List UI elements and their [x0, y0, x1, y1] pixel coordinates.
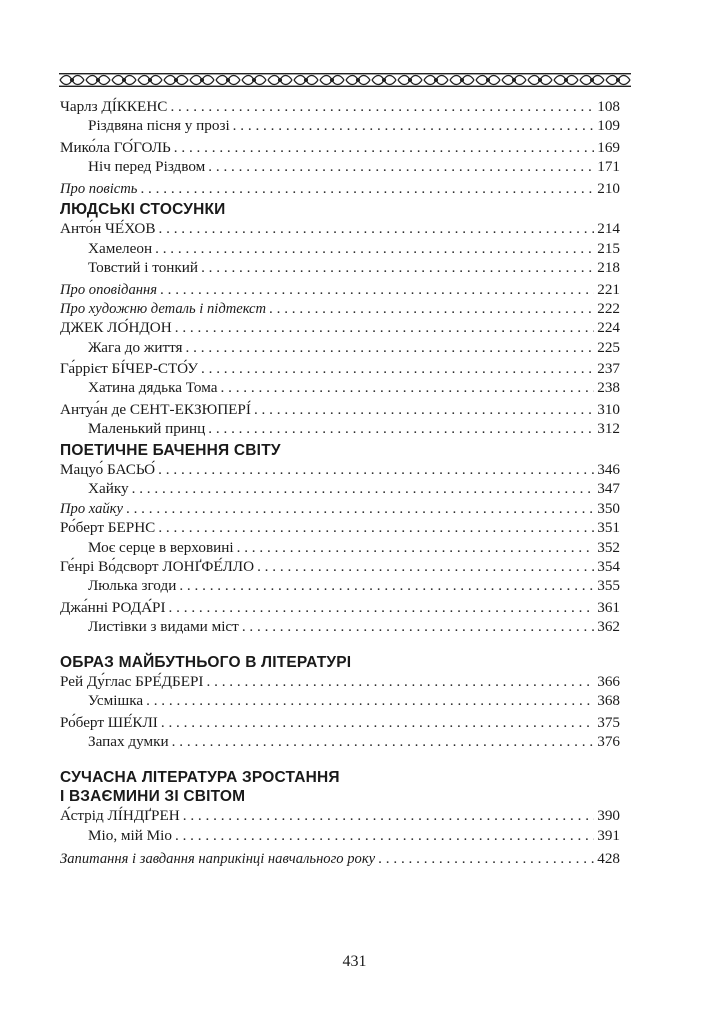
entry-title: А́стрід ЛІ́НДҐРЕН — [60, 807, 180, 825]
dot-leader — [174, 138, 594, 157]
section-heading: ЛЮДСЬКІ СТОСУНКИ — [60, 200, 226, 218]
dot-leader — [208, 419, 594, 438]
decorative-ornament-border — [59, 72, 631, 88]
dot-leader — [170, 97, 594, 116]
entry-page-number: 312 — [597, 420, 620, 438]
ornament-dot — [513, 79, 516, 82]
toc-author-entry[interactable] — [60, 557, 620, 576]
entry-page-number: 237 — [597, 360, 620, 378]
toc-author-entry[interactable] — [60, 97, 620, 116]
ornament-dot — [201, 79, 204, 82]
toc-work-entry[interactable] — [60, 732, 620, 751]
entry-title: Анто́н ЧЕ́ХОВ — [60, 220, 156, 238]
entry-page-number: 428 — [597, 850, 620, 868]
ornament-dot — [227, 79, 230, 82]
toc-work-entry[interactable] — [60, 691, 620, 710]
ornament-dot — [71, 79, 74, 82]
toc-work-entry[interactable] — [60, 116, 620, 135]
toc-work-entry[interactable] — [60, 576, 620, 595]
entry-page-number: 238 — [597, 379, 620, 397]
dot-leader — [378, 849, 594, 868]
dot-leader — [237, 538, 595, 557]
toc-theory-entry[interactable] — [60, 179, 620, 198]
entry-page-number: 391 — [597, 826, 620, 844]
entry-page-number: 375 — [597, 713, 620, 731]
entry-page-number: 354 — [597, 558, 620, 576]
ornament-dot — [123, 79, 126, 82]
entry-page-number: 222 — [597, 299, 620, 317]
dot-leader — [186, 338, 595, 357]
toc-author-entry[interactable] — [60, 518, 620, 537]
entry-title: Про хайку — [60, 500, 123, 517]
dot-leader — [155, 239, 594, 258]
toc-work-entry[interactable] — [60, 338, 620, 357]
entry-title: Маленький принц — [88, 420, 206, 438]
entry-page-number: 171 — [597, 158, 620, 176]
entry-page-number: 214 — [597, 220, 620, 238]
ornament-dot — [565, 79, 568, 82]
dot-leader — [160, 280, 594, 299]
entry-title: Усмішка — [88, 692, 144, 710]
entry-title: Га́ррієт БІ́ЧЕР-СТО́У — [60, 360, 199, 378]
ornament-dot — [175, 79, 178, 82]
toc-work-entry[interactable] — [60, 826, 620, 845]
entry-page-number: 215 — [597, 239, 620, 257]
toc-theory-entry[interactable] — [60, 280, 620, 299]
entry-title: Хамелеон — [88, 239, 153, 257]
toc-author-entry[interactable] — [60, 806, 620, 825]
toc-work-entry[interactable] — [60, 239, 620, 258]
dot-leader — [183, 806, 595, 825]
toc-work-entry[interactable] — [60, 157, 620, 176]
section-heading: ПОЕТИЧНЕ БАЧЕННЯ СВІТУ — [60, 441, 281, 459]
toc-author-entry[interactable] — [60, 598, 620, 617]
toc-work-entry[interactable] — [60, 617, 620, 636]
ornament-dot — [591, 79, 594, 82]
entry-page-number: 169 — [597, 138, 620, 156]
dot-leader — [175, 318, 595, 337]
toc-work-entry[interactable] — [60, 419, 620, 438]
dot-leader — [269, 299, 594, 318]
entry-page-number: 108 — [597, 98, 620, 115]
ornament-dot — [253, 79, 256, 82]
entry-title: Ге́нрі Во́дсворт ЛОНҐФЕ́ЛЛО — [60, 558, 255, 576]
dot-leader — [208, 157, 594, 176]
entry-title: Міо, мій Міо — [88, 826, 172, 844]
entry-page-number: 355 — [597, 577, 620, 595]
ornament-dot — [331, 79, 334, 82]
toc-author-entry[interactable] — [60, 460, 620, 479]
dot-leader — [126, 499, 594, 518]
dot-leader — [257, 557, 594, 576]
dot-leader — [207, 672, 595, 691]
entry-page-number: 347 — [597, 480, 620, 498]
entry-page-number: 390 — [597, 807, 620, 825]
entry-page-number: 210 — [597, 179, 620, 197]
entry-title: Мико́ла ГО́ГОЛЬ — [60, 138, 171, 156]
entry-title: Про оповідання — [60, 281, 158, 298]
section-heading: І ВЗАЄМИНИ ЗІ СВІТОМ — [60, 787, 246, 805]
section-heading: СУЧАСНА ЛІТЕРАТУРА ЗРОСТАННЯ — [60, 768, 340, 786]
entry-title: Товстий і тонкий — [88, 259, 199, 277]
entry-title: Моє серце в верховині — [88, 538, 234, 556]
dot-leader — [169, 598, 595, 617]
entry-title: Жага до життя — [88, 338, 183, 356]
toc-theory-entry[interactable] — [60, 499, 620, 518]
entry-page-number: 368 — [597, 692, 620, 710]
dot-leader — [175, 826, 594, 845]
entry-title: Ро́берт ШЕ́КЛІ — [60, 713, 158, 731]
dot-leader — [146, 691, 594, 710]
section-heading: ОБРАЗ МАЙБУТНЬОГО В ЛІТЕРАТУРІ — [60, 653, 352, 671]
dot-leader — [179, 576, 594, 595]
dot-leader — [201, 258, 594, 277]
ornament-dot — [539, 79, 542, 82]
toc-work-entry[interactable] — [60, 378, 620, 397]
entry-title: ДЖЕК ЛО́НДОН — [60, 319, 172, 337]
toc-work-entry[interactable] — [60, 258, 620, 277]
ornament-dot — [357, 79, 360, 82]
page-number: 431 — [342, 953, 367, 970]
ornament-dot — [97, 79, 100, 82]
entry-page-number: 351 — [597, 519, 620, 537]
dot-leader — [254, 400, 594, 419]
entry-page-number: 362 — [597, 618, 620, 636]
toc-work-entry[interactable] — [60, 538, 620, 557]
toc-author-entry[interactable] — [60, 672, 620, 691]
entry-title: Рей Ду́глас БРЕ́ДБЕРІ — [60, 672, 204, 690]
entry-title: Антуа́н де СЕНТ-ЕКЗЮПЕРІ́ — [60, 400, 251, 418]
entry-page-number: 221 — [597, 280, 620, 298]
entry-title: Люлька згоди — [88, 577, 177, 595]
toc-theory-entry[interactable] — [60, 299, 620, 318]
entry-title: Джа́нні РОДА́РІ — [60, 598, 166, 616]
entry-page-number: 224 — [597, 319, 620, 337]
entry-page-number: 346 — [597, 461, 620, 479]
entry-page-number: 218 — [597, 259, 620, 277]
dot-leader — [158, 460, 594, 479]
ornament-dot — [305, 79, 308, 82]
dot-leader — [159, 219, 595, 238]
ornament-dot — [461, 79, 464, 82]
entry-title: Мацуо́ БАСЬО́ — [60, 461, 156, 479]
entry-page-number: 109 — [597, 117, 620, 135]
entry-title: Різдвяна пісня у прозі — [88, 117, 230, 135]
dot-leader — [201, 359, 594, 378]
entry-title: Запитання і завдання наприкінці навчального року — [60, 851, 376, 868]
entry-page-number: 366 — [597, 672, 620, 690]
dot-leader — [161, 713, 594, 732]
toc-author-entry[interactable] — [60, 713, 620, 732]
toc-author-entry[interactable] — [60, 359, 620, 378]
entry-title: Ро́берт БЕРНС — [60, 519, 156, 537]
ornament-dot — [487, 79, 490, 82]
entry-page-number: 225 — [597, 338, 620, 356]
dot-leader — [242, 617, 594, 636]
entry-title: Про художню деталь і підтекст — [60, 300, 267, 317]
toc-author-entry[interactable] — [60, 219, 620, 238]
ornament-dot — [279, 79, 282, 82]
toc-author-entry[interactable] — [60, 138, 620, 157]
entry-title: Чарлз ДІ́ККЕНС — [60, 98, 168, 115]
entry-title: Хатина дядька Тома — [88, 379, 218, 397]
entry-page-number: 350 — [597, 499, 620, 517]
toc-work-entry[interactable] — [60, 479, 620, 498]
toc-theory-entry[interactable] — [60, 849, 620, 868]
entry-page-number: 352 — [597, 538, 620, 556]
ornament-dot — [149, 79, 152, 82]
entry-title: Хайку — [88, 480, 129, 498]
dot-leader — [172, 732, 595, 751]
entry-page-number: 310 — [597, 400, 620, 418]
ornament-dot — [383, 79, 386, 82]
toc-author-entry[interactable] — [60, 400, 620, 419]
entry-title: Листівки з видами міст — [88, 618, 239, 636]
entry-title: Запах думки — [88, 733, 169, 751]
entry-page-number: 361 — [597, 598, 620, 616]
entry-title: Про повість — [60, 180, 138, 197]
dot-leader — [158, 518, 594, 537]
dot-leader — [233, 116, 595, 135]
ornament-dot — [617, 79, 620, 82]
ornament-dot — [435, 79, 438, 82]
table-of-contents — [60, 97, 620, 869]
ornament-dot — [409, 79, 412, 82]
entry-title: Ніч перед Різдвом — [88, 158, 206, 176]
entry-page-number: 376 — [597, 733, 620, 751]
toc-author-entry[interactable] — [60, 318, 620, 337]
dot-leader — [140, 179, 594, 198]
dot-leader — [132, 479, 595, 498]
dot-leader — [221, 378, 595, 397]
